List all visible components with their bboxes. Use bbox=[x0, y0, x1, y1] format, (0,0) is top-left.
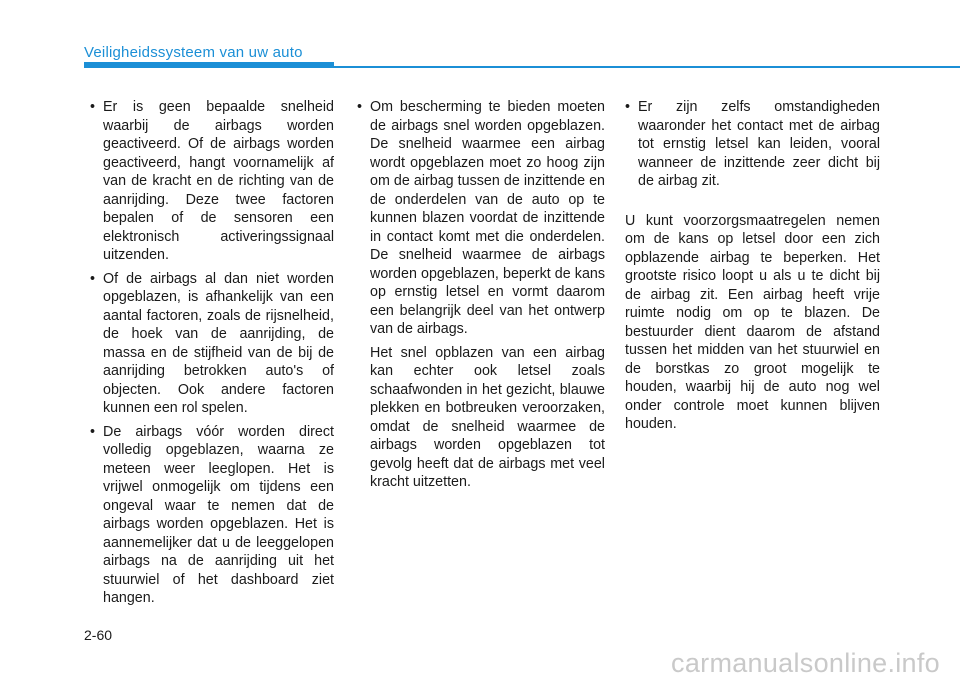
bullet-item: • De airbags vóór worden direct volledig opgeblazen, waarna ze meteen weer leeglopen. Het is vrijwel onmogelijk om tijdens een ongeval waar te nemen dat de airbags worden opgeblazen. Het is aannemelijker dat u de leeggelopen airbags na de aanrijding uit het stuurwiel of het dashboard ziet hangen. bbox=[90, 423, 334, 608]
bullet-item: • Om bescherming te bieden moeten de airbags snel worden opgeblazen. De snelheid waarmee een airbag wordt opgeblazen moet zo hoog zijn om de airbag tussen de inzittende en de onderdelen van de auto op te kunnen blazen voordat de inzittende in contact komt met die onderdelen. De snelheid waarmee de airbags worden opgeblazen, beperkt de kans op ernstig letsel en vormt daarom een belangrijk deel van het ontwerp van de airbags. bbox=[357, 98, 605, 339]
header-accent-bar bbox=[84, 62, 334, 68]
continuation-paragraph: Het snel opblazen van een airbag kan echter ook letsel zoals schaafwonden in het gezicht, blauwe plekken en botbreuken veroorzaken, omdat de snelheid waarmee de airbags worden opgeblazen tot gevolg heeft dat de airbags met veel kracht uitzetten. bbox=[370, 344, 605, 490]
section-title: Veiligheidssysteem van uw auto bbox=[84, 44, 303, 61]
bullet-item: • Er zijn zelfs omstandigheden waaronder het contact met de airbag tot ernstig letsel kan leiden, vooral wanneer de inzittende zeer dicht bij de airbag zit. bbox=[625, 98, 880, 191]
header-rule bbox=[334, 66, 960, 68]
watermark: carmanualsonline.info bbox=[671, 648, 940, 678]
text-column-2 bbox=[357, 98, 605, 497]
text-column-1 bbox=[90, 98, 334, 613]
body-paragraph: U kunt voorzorgsmaatregelen nemen om de kans op letsel door een zich opblazende airbag te beperken. Het grootste risico loopt u als u te dicht bij de airbag zit. Een airbag heeft vrije ruimte nodig om op te blazen. De bestuurder dient daarom de afstand tussen het midden van het stuurwiel en de borstkas zo groot mogelijk te houden, waarbij hij de auto nog wel onder controle moet kunnen blijven houden. bbox=[625, 212, 880, 432]
page-number: 2-60 bbox=[84, 627, 113, 643]
text-column-3 bbox=[625, 98, 880, 439]
bullet-item: • Er is geen bepaalde snelheid waarbij de airbags worden geactiveerd. Of de airbags worden geactiveerd, hangt voornamelijk af van de kracht en de richting van de aanrijding. Deze twee factoren bepalen of de sensoren een elektronisch activeringssignaal uitzenden. bbox=[90, 98, 334, 265]
bullet-item: • Of de airbags al dan niet worden opgeblazen, is afhankelijk van een aantal factoren, zoals de rijsnelheid, de hoek van de aanrijding, de massa en de stijfheid van de bij de aanrijding betrokken auto's of objecten. Ook andere factoren kunnen een rol spelen. bbox=[90, 270, 334, 418]
